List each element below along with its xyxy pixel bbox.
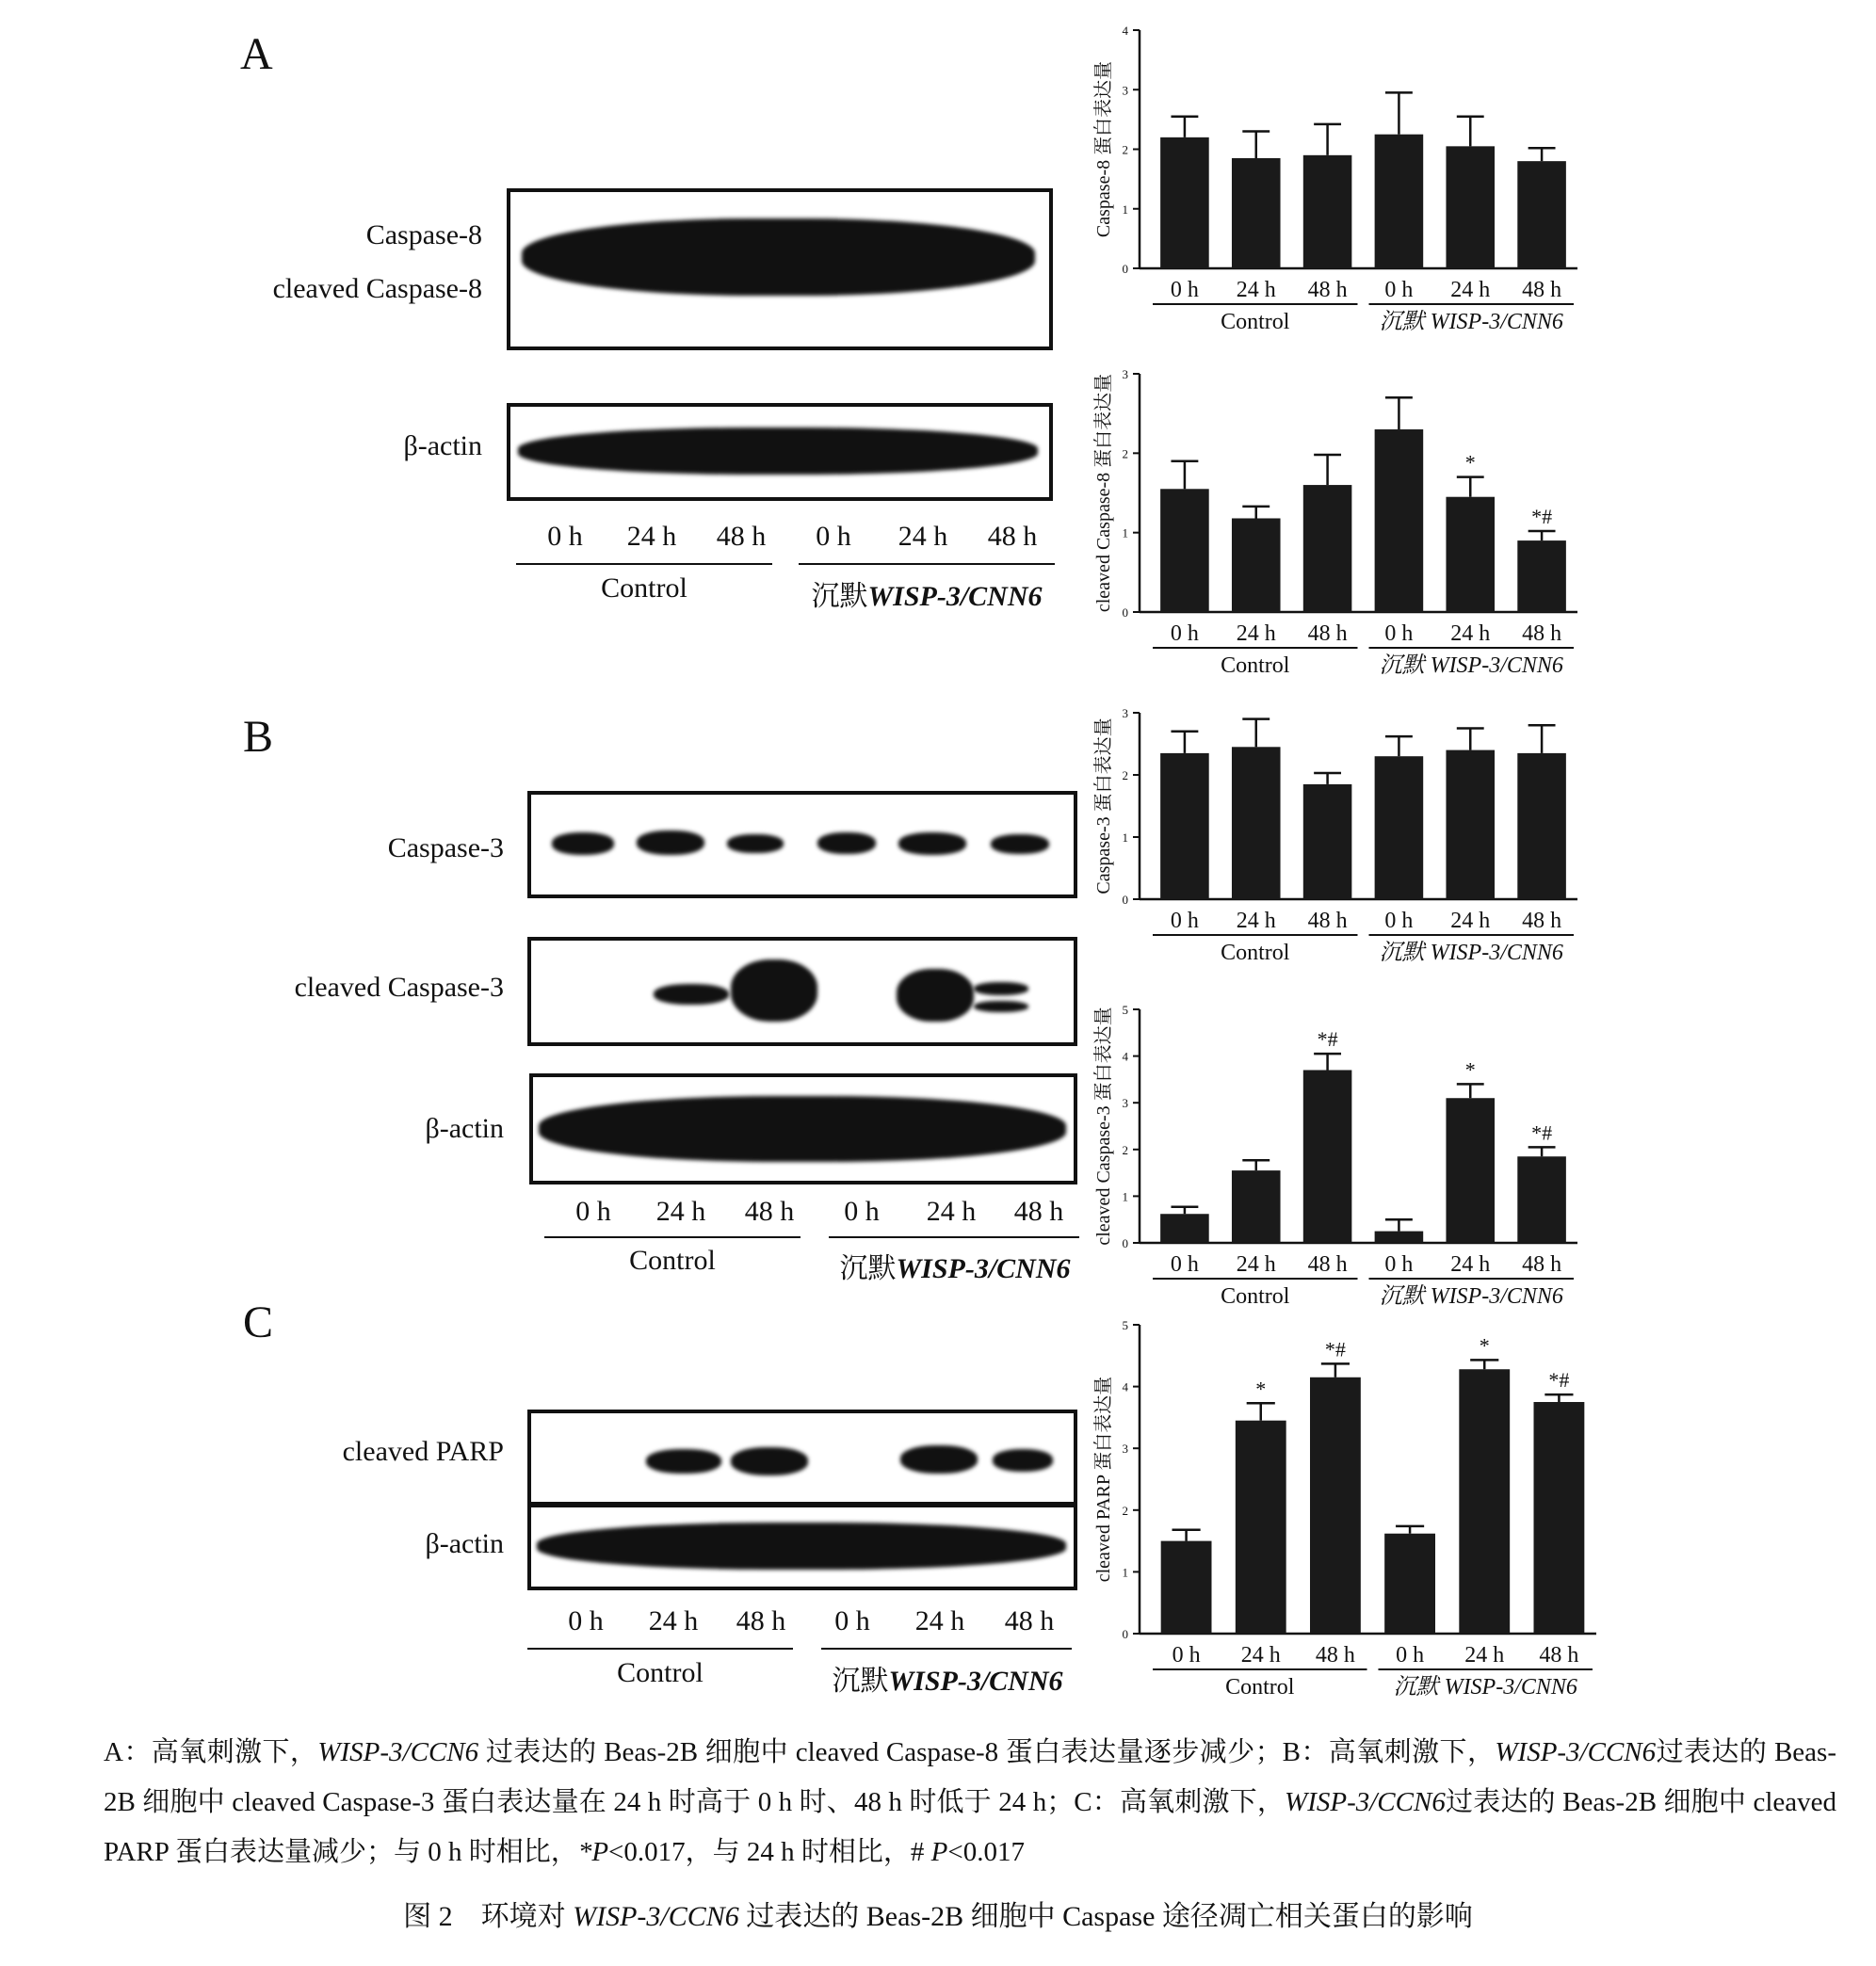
band-beta-actin-c — [537, 1523, 1066, 1570]
bar — [1232, 518, 1281, 612]
x-tick-label: 48 h — [1307, 909, 1348, 933]
figure-caption: A：高氧刺激下，WISP-3/CCN6 过表达的 Beas-2B 细胞中 cleaved Caspase-8 蛋白表达量逐步减少；B：高氧刺激下，WISP-3/CCN6过表达的 Beas-2B 细胞中 cleaved Caspase-3 蛋白表达量在 24 h 时高于 0 h 时、48 h 时低于 24 h；C：高氧刺激下，WISP-3/CCN6过表达的 Beas-2B 细胞中 cleaved PARP 蛋白表达量减少；与 0 h 时相比，*P<0.017，与 24 h 时相比，# P<0.017 — [104, 1737, 1837, 1867]
x-tick-label: 0 h — [1396, 1643, 1425, 1668]
western-blot-beta-actin-a — [507, 403, 1053, 501]
x-tick-label: 24 h — [1450, 1252, 1491, 1277]
y-axis-label: Caspase-3 蛋白表达量 — [1093, 717, 1114, 894]
western-blot-cleaved-caspase3 — [527, 937, 1077, 1046]
bar — [1459, 1369, 1510, 1634]
lane-label: 24 h — [914, 1605, 965, 1636]
band — [731, 1447, 808, 1475]
bar — [1232, 1170, 1281, 1243]
group-underline-control — [544, 1236, 801, 1238]
y-tick-label: 5 — [1122, 1003, 1128, 1017]
lane-label: 24 h — [648, 1605, 699, 1636]
y-tick-label: 4 — [1122, 24, 1128, 38]
blot-label-caspase8: Caspase-8 — [365, 219, 482, 250]
bar — [1303, 1070, 1352, 1243]
group-label: Control — [1221, 310, 1290, 334]
x-tick-label: 24 h — [1240, 1643, 1281, 1668]
x-tick-label: 24 h — [1450, 909, 1491, 933]
band — [637, 830, 704, 855]
band — [898, 832, 966, 855]
y-tick-label: 0 — [1122, 893, 1128, 907]
lane-label: 0 h — [575, 1196, 611, 1227]
bar — [1375, 756, 1424, 899]
group-label-control: Control — [629, 1245, 716, 1276]
group-label-silenced: 沉默WISP-3/CNN6 — [811, 581, 1043, 612]
x-tick-label: 0 h — [1170, 621, 1199, 646]
bar — [1375, 429, 1424, 612]
y-tick-label: 1 — [1122, 1565, 1128, 1580]
y-tick-label: 3 — [1122, 1442, 1128, 1457]
significance-mark: * — [1479, 1333, 1490, 1358]
group-label-silenced: 沉默WISP-3/CNN6 — [832, 1666, 1063, 1697]
band — [646, 1449, 721, 1474]
band — [991, 834, 1049, 854]
x-tick-label: 48 h — [1307, 278, 1348, 302]
band — [731, 959, 817, 1022]
x-tick-label: 48 h — [1307, 621, 1348, 646]
y-tick-label: 3 — [1122, 83, 1128, 98]
x-tick-label: 0 h — [1170, 1252, 1199, 1277]
bar-chart-cleaved-parp — [1083, 1313, 1629, 1714]
blot-label-caspase3: Caspase-3 — [387, 832, 504, 863]
x-tick-label: 0 h — [1170, 909, 1199, 933]
y-tick-label: 1 — [1122, 201, 1128, 217]
x-tick-label: 48 h — [1522, 1252, 1562, 1277]
blot-label-beta-actin-b: β-actin — [425, 1113, 504, 1144]
bar — [1310, 1378, 1361, 1634]
lane-label: 24 h — [626, 521, 677, 552]
x-tick-label: 24 h — [1236, 621, 1276, 646]
x-tick-label: 24 h — [1236, 278, 1276, 302]
y-axis-label: cleaved Caspase-8 蛋白表达量 — [1093, 373, 1114, 613]
group-label: 沉默 WISP-3/CNN6 — [1393, 1675, 1577, 1700]
y-tick-label: 3 — [1122, 1096, 1128, 1111]
y-tick-label: 3 — [1122, 367, 1128, 381]
x-tick-label: 48 h — [1315, 1643, 1355, 1668]
lane-label: 48 h — [744, 1196, 795, 1227]
band — [552, 832, 614, 855]
panel-letter-c: C — [243, 1297, 274, 1347]
band — [974, 1001, 1028, 1012]
bar — [1160, 1214, 1209, 1243]
y-axis-label: cleaved PARP 蛋白表达量 — [1093, 1376, 1114, 1583]
group-underline-silenced — [821, 1648, 1072, 1650]
band-beta-actin-b — [539, 1096, 1066, 1162]
bar — [1160, 489, 1209, 612]
western-blot-beta-actin-c — [527, 1504, 1077, 1590]
panel-letter-b: B — [243, 712, 274, 762]
x-tick-label: 24 h — [1236, 1252, 1276, 1277]
bar — [1446, 146, 1495, 268]
significance-mark: * — [1464, 1057, 1476, 1082]
y-tick-label: 0 — [1122, 262, 1128, 276]
significance-mark: *# — [1548, 1368, 1570, 1393]
group-label-control: Control — [617, 1657, 704, 1688]
significance-mark: *# — [1531, 1120, 1553, 1145]
x-tick-label: 48 h — [1522, 909, 1562, 933]
y-tick-label: 1 — [1122, 1189, 1128, 1204]
lane-label: 0 h — [844, 1196, 880, 1227]
y-tick-label: 3 — [1122, 706, 1128, 720]
x-tick-label: 0 h — [1384, 1252, 1414, 1277]
group-label: 沉默 WISP-3/CNN6 — [1379, 310, 1563, 334]
y-tick-label: 0 — [1122, 1236, 1128, 1250]
band — [817, 832, 876, 854]
western-blot-caspase3 — [527, 791, 1077, 898]
significance-mark: * — [1464, 450, 1476, 475]
group-underline-control — [516, 563, 772, 565]
group-label: Control — [1225, 1675, 1295, 1700]
lane-label: 48 h — [736, 1605, 786, 1636]
group-label: 沉默 WISP-3/CNN6 — [1379, 653, 1563, 678]
group-label: 沉默 WISP-3/CNN6 — [1379, 941, 1563, 965]
western-blot-beta-actin-b — [529, 1073, 1077, 1184]
bar — [1375, 1232, 1424, 1243]
y-tick-label: 2 — [1122, 446, 1128, 461]
group-label-silenced: 沉默WISP-3/CNN6 — [839, 1253, 1071, 1284]
bar — [1160, 753, 1209, 899]
bar — [1303, 485, 1352, 612]
group-label-control: Control — [601, 572, 687, 604]
lane-label: 24 h — [655, 1196, 706, 1227]
bar — [1446, 750, 1495, 899]
group-label: 沉默 WISP-3/CNN6 — [1379, 1284, 1563, 1309]
blot-label-beta-actin-c: β-actin — [425, 1528, 504, 1559]
band — [974, 982, 1028, 995]
x-tick-label: 48 h — [1307, 1252, 1348, 1277]
bar — [1534, 1402, 1585, 1634]
bar — [1303, 155, 1352, 268]
bar-chart-caspase3 — [1083, 701, 1610, 979]
bar — [1375, 135, 1424, 268]
y-tick-label: 5 — [1122, 1318, 1128, 1332]
x-tick-label: 24 h — [1450, 278, 1491, 302]
bar — [1161, 1541, 1212, 1634]
blot-label-cleaved-parp: cleaved PARP — [342, 1436, 504, 1467]
y-tick-label: 2 — [1122, 142, 1128, 157]
lane-label: 48 h — [987, 521, 1038, 552]
band-beta-actin-a — [518, 427, 1038, 475]
bar — [1446, 497, 1495, 612]
significance-mark: *# — [1531, 504, 1553, 528]
blot-label-cleaved-caspase8: cleaved Caspase-8 — [272, 273, 482, 304]
lane-label: 48 h — [1004, 1605, 1055, 1636]
band — [897, 969, 974, 1022]
lane-label: 0 h — [568, 1605, 604, 1636]
x-tick-label: 0 h — [1172, 1643, 1201, 1668]
bar — [1232, 158, 1281, 268]
x-tick-label: 24 h — [1464, 1643, 1505, 1668]
group-label: Control — [1221, 941, 1290, 965]
x-tick-label: 0 h — [1384, 909, 1414, 933]
x-tick-label: 48 h — [1539, 1643, 1579, 1668]
x-tick-label: 48 h — [1522, 278, 1562, 302]
western-blot-caspase8 — [507, 188, 1053, 350]
bar-chart-cleaved-caspase8 — [1083, 363, 1610, 692]
y-tick-label: 0 — [1122, 1627, 1128, 1641]
western-blot-cleaved-parp — [527, 1410, 1077, 1506]
bar — [1303, 784, 1352, 899]
x-tick-label: 24 h — [1450, 621, 1491, 646]
y-tick-label: 2 — [1122, 1503, 1128, 1518]
band — [727, 834, 784, 853]
band — [993, 1449, 1053, 1472]
y-tick-label: 1 — [1122, 525, 1128, 540]
x-tick-label: 24 h — [1236, 909, 1276, 933]
group-underline-control — [527, 1648, 793, 1650]
bar — [1517, 753, 1566, 899]
group-label: Control — [1221, 1284, 1290, 1309]
lane-label: 24 h — [898, 521, 948, 552]
significance-mark: *# — [1324, 1337, 1346, 1362]
bar-chart-cleaved-caspase3 — [1083, 998, 1610, 1323]
y-tick-label: 0 — [1122, 605, 1128, 620]
x-tick-label: 0 h — [1384, 621, 1414, 646]
bar — [1517, 161, 1566, 268]
bar — [1446, 1098, 1495, 1243]
lane-label: 0 h — [547, 521, 583, 552]
band — [900, 1445, 978, 1474]
significance-mark: *# — [1317, 1027, 1338, 1052]
panel-letter-a: A — [240, 29, 273, 79]
x-tick-label: 0 h — [1384, 278, 1414, 302]
x-tick-label: 0 h — [1170, 278, 1199, 302]
blot-label-beta-actin-a: β-actin — [403, 430, 482, 461]
bar — [1517, 540, 1566, 612]
group-label: Control — [1221, 653, 1290, 678]
bar-chart-caspase8 — [1083, 19, 1610, 348]
group-underline-silenced — [799, 563, 1055, 565]
y-tick-label: 2 — [1122, 1142, 1128, 1157]
y-axis-label: cleaved Caspase-3 蛋白表达量 — [1093, 1007, 1114, 1246]
bar — [1384, 1534, 1435, 1634]
band-caspase8-strip — [522, 218, 1035, 296]
band — [654, 984, 729, 1005]
bar — [1517, 1156, 1566, 1243]
blot-label-cleaved-caspase3: cleaved Caspase-3 — [294, 972, 504, 1003]
lane-label: 48 h — [716, 521, 767, 552]
lane-label: 48 h — [1013, 1196, 1064, 1227]
lane-label: 0 h — [816, 521, 851, 552]
bar — [1232, 747, 1281, 899]
y-tick-label: 2 — [1122, 768, 1128, 782]
bar — [1160, 137, 1209, 268]
y-axis-label: Caspase-8 蛋白表达量 — [1093, 60, 1114, 238]
y-tick-label: 1 — [1122, 830, 1128, 845]
bar — [1236, 1421, 1286, 1634]
lane-label: 0 h — [834, 1605, 870, 1636]
lane-label: 24 h — [926, 1196, 977, 1227]
y-tick-label: 4 — [1122, 1049, 1128, 1064]
x-tick-label: 48 h — [1522, 621, 1562, 646]
y-tick-label: 4 — [1122, 1379, 1128, 1394]
group-underline-silenced — [829, 1236, 1079, 1238]
significance-mark: * — [1255, 1377, 1267, 1401]
figure-title: 图 2 环境对 WISP-3/CCN6 过表达的 Beas-2B 细胞中 Caspase 途径凋亡相关蛋白的影响 — [403, 1901, 1473, 1932]
